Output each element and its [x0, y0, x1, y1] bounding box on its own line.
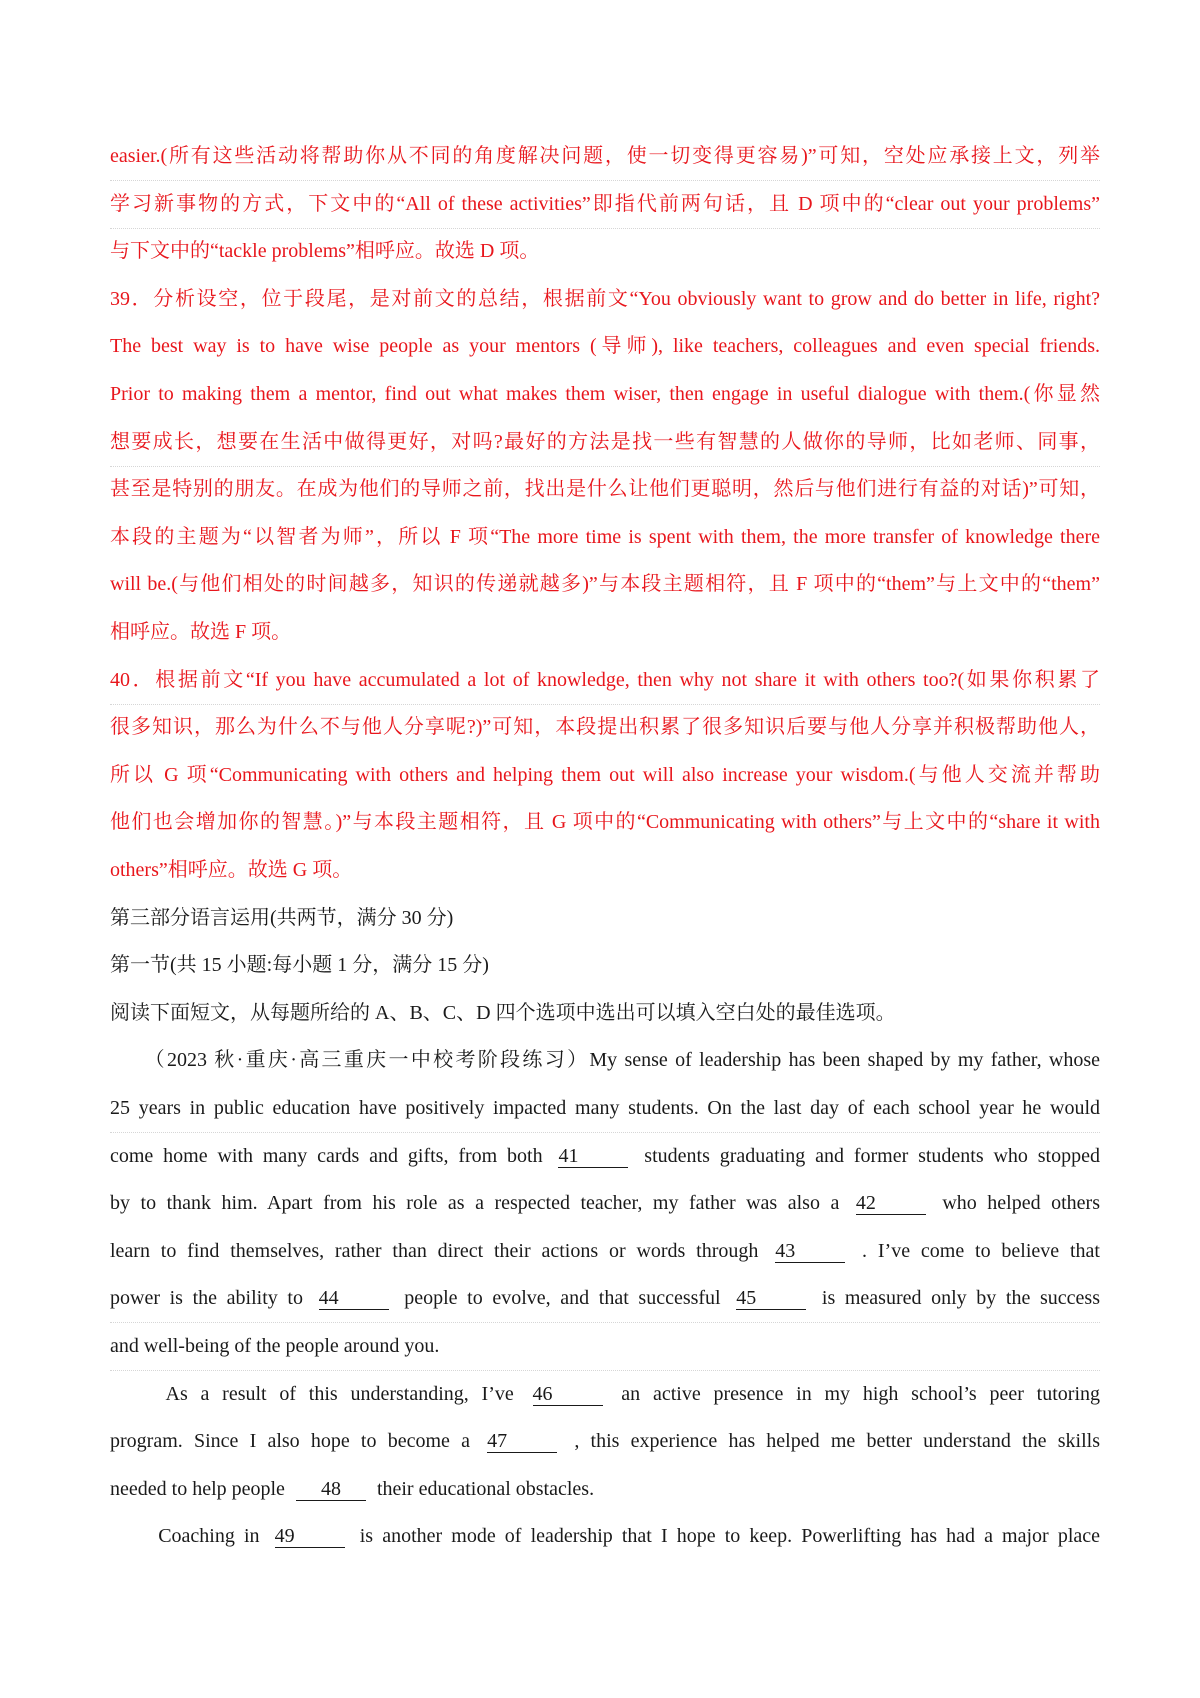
- answer-blank[interactable]: [775, 1240, 845, 1263]
- answer-explanation-line: 所以 G 项“Communicating with others and helping them out will also increase your wisdom.(与他人交流并帮助: [110, 764, 1100, 786]
- answer-blank[interactable]: [319, 1287, 389, 1310]
- passage-text: and well-being of the people around you.: [110, 1335, 440, 1357]
- passage-line: [110, 1429, 1100, 1453]
- answer-explanation-line: 40．根据前文“If you have accumulated a lot of knowledge, then why not share it with others too?(如果你积累了: [110, 669, 1100, 691]
- passage-text: Coaching in: [110, 1525, 269, 1547]
- blank-number: 45: [736, 1287, 757, 1309]
- passage-text: is another mode of leadership that I hope to keep. Powerlifting has had a major place: [350, 1525, 1100, 1547]
- section-instruction-line: 第一节(共 15 小题:每小题 1 分，满分 15 分): [110, 954, 489, 976]
- answer-blank[interactable]: [533, 1383, 603, 1406]
- answer-explanation-line: 相呼应。故选 F 项。: [110, 621, 292, 643]
- answer-explanation-line: The best way is to have wise people as your mentors (导师), like teachers, colleagues and even special friends.: [110, 335, 1100, 357]
- passage-text: （2023 秋·重庆·高三重庆一中校考阶段练习）My sense of leadership has been shaped by my father, whose: [110, 1049, 1100, 1071]
- answer-explanation-line: Prior to making them a mentor, find out what makes them wiser, then engage in useful dialogue with them.(你显然: [110, 383, 1100, 405]
- line-separator: [110, 1370, 1100, 1371]
- answer-explanation-line: 很多知识，那么为什么不与他人分享呢?)”可知，本段提出积累了很多知识后要与他人分享并积极帮助他人，: [110, 716, 1100, 738]
- answer-blank[interactable]: [736, 1287, 806, 1310]
- passage-text: an active presence in my high school’s peer tutoring: [608, 1383, 1100, 1405]
- answer-blank[interactable]: [856, 1192, 926, 1215]
- passage-line: [110, 1286, 1100, 1310]
- answer-explanation-line: 39．分析设空，位于段尾，是对前文的总结，根据前文“You obviously want to grow and do better in life, right?: [110, 288, 1100, 310]
- passage-text: come home with many cards and gifts, from both: [110, 1145, 553, 1167]
- answer-explanation-line: easier.(所有这些活动将帮助你从不同的角度解决问题，使一切变得更容易)”可知，空处应承接上文，列举: [110, 145, 1100, 167]
- passage-text: their educational obstacles.: [371, 1478, 595, 1500]
- answer-explanation-line: 他们也会增加你的智慧。)”与本段主题相符，且 G 项中的“Communicating with others”与上文中的“share it with: [110, 811, 1100, 833]
- answer-explanation-line: 本段的主题为“以智者为师”，所以 F 项“The more time is spent with them, the more transfer of knowledge there: [110, 526, 1100, 548]
- passage-text: power is the ability to: [110, 1287, 313, 1309]
- passage-text: As a result of this understanding, I’ve: [110, 1383, 527, 1405]
- answer-blank[interactable]: [558, 1145, 628, 1168]
- passage-line: [110, 1477, 1100, 1501]
- blank-number: 48: [320, 1478, 341, 1500]
- line-separator: [110, 704, 1100, 705]
- passage-text: 25 years in public education have positively impacted many students. On the last day of each school year he would: [110, 1097, 1100, 1119]
- blank-number: 43: [775, 1240, 796, 1262]
- answer-explanation-line: 想要成长，想要在生活中做得更好，对吗?最好的方法是找一些有智慧的人做你的导师，比如老师、同事，: [110, 431, 1100, 453]
- line-separator: [110, 228, 1100, 229]
- line-separator: [110, 180, 1100, 181]
- passage-line: [110, 1048, 1100, 1072]
- passage-text: students graduating and former students who stopped: [634, 1145, 1100, 1167]
- line-separator: [110, 1322, 1100, 1323]
- passage-text: needed to help people: [110, 1478, 290, 1500]
- blank-number: 46: [532, 1383, 553, 1405]
- passage-line: [110, 1144, 1100, 1168]
- blank-number: 44: [318, 1287, 339, 1309]
- passage-text: is measured only by the success: [812, 1287, 1100, 1309]
- answer-blank[interactable]: [275, 1525, 345, 1548]
- blank-number: 47: [487, 1430, 508, 1452]
- section-instruction-line: 阅读下面短文，从每题所给的 A、B、C、D 四个选项中选出可以填入空白处的最佳选项。: [110, 1002, 896, 1024]
- passage-text: , this experience has helped me better understand the skills: [563, 1430, 1100, 1452]
- passage-text: program. Since I also hope to become a: [110, 1430, 482, 1452]
- blank-number: 49: [274, 1525, 295, 1547]
- passage-line: [110, 1191, 1100, 1215]
- passage-text: who helped others: [931, 1192, 1100, 1214]
- passage-text: learn to find themselves, rather than direct their actions or words through: [110, 1240, 770, 1262]
- line-separator: [110, 1132, 1100, 1133]
- passage-line: [110, 1382, 1100, 1406]
- answer-explanation-line: 学习新事物的方式，下文中的“All of these activities”即指代前两句话，且 D 项中的“clear out your problems”: [110, 193, 1100, 215]
- blank-number: 41: [558, 1145, 579, 1167]
- passage-text: . I’ve come to believe that: [851, 1240, 1100, 1262]
- line-separator: [110, 466, 1100, 467]
- passage-text: by to thank him. Apart from his role as a respected teacher, my father was also a: [110, 1192, 850, 1214]
- section-instruction-line: 第三部分语言运用(共两节，满分 30 分): [110, 907, 454, 929]
- blank-number: 42: [855, 1192, 876, 1214]
- passage-line: [110, 1239, 1100, 1263]
- answer-blank[interactable]: [487, 1430, 557, 1453]
- answer-explanation-line: 甚至是特别的朋友。在成为他们的导师之前，找出是什么让他们更聪明，然后与他们进行有益的对话)”可知，: [110, 478, 1100, 500]
- passage-line: [110, 1096, 1100, 1120]
- passage-line: [110, 1524, 1100, 1548]
- answer-explanation-line: others”相呼应。故选 G 项。: [110, 859, 353, 881]
- passage-line: [110, 1334, 1100, 1358]
- answer-blank[interactable]: [296, 1478, 366, 1501]
- passage-text: people to evolve, and that successful: [394, 1287, 731, 1309]
- answer-explanation-line: will be.(与他们相处的时间越多，知识的传递就越多)”与本段主题相符，且 F 项中的“them”与上文中的“them”: [110, 573, 1100, 595]
- answer-explanation-line: 与下文中的“tackle problems”相呼应。故选 D 项。: [110, 240, 540, 262]
